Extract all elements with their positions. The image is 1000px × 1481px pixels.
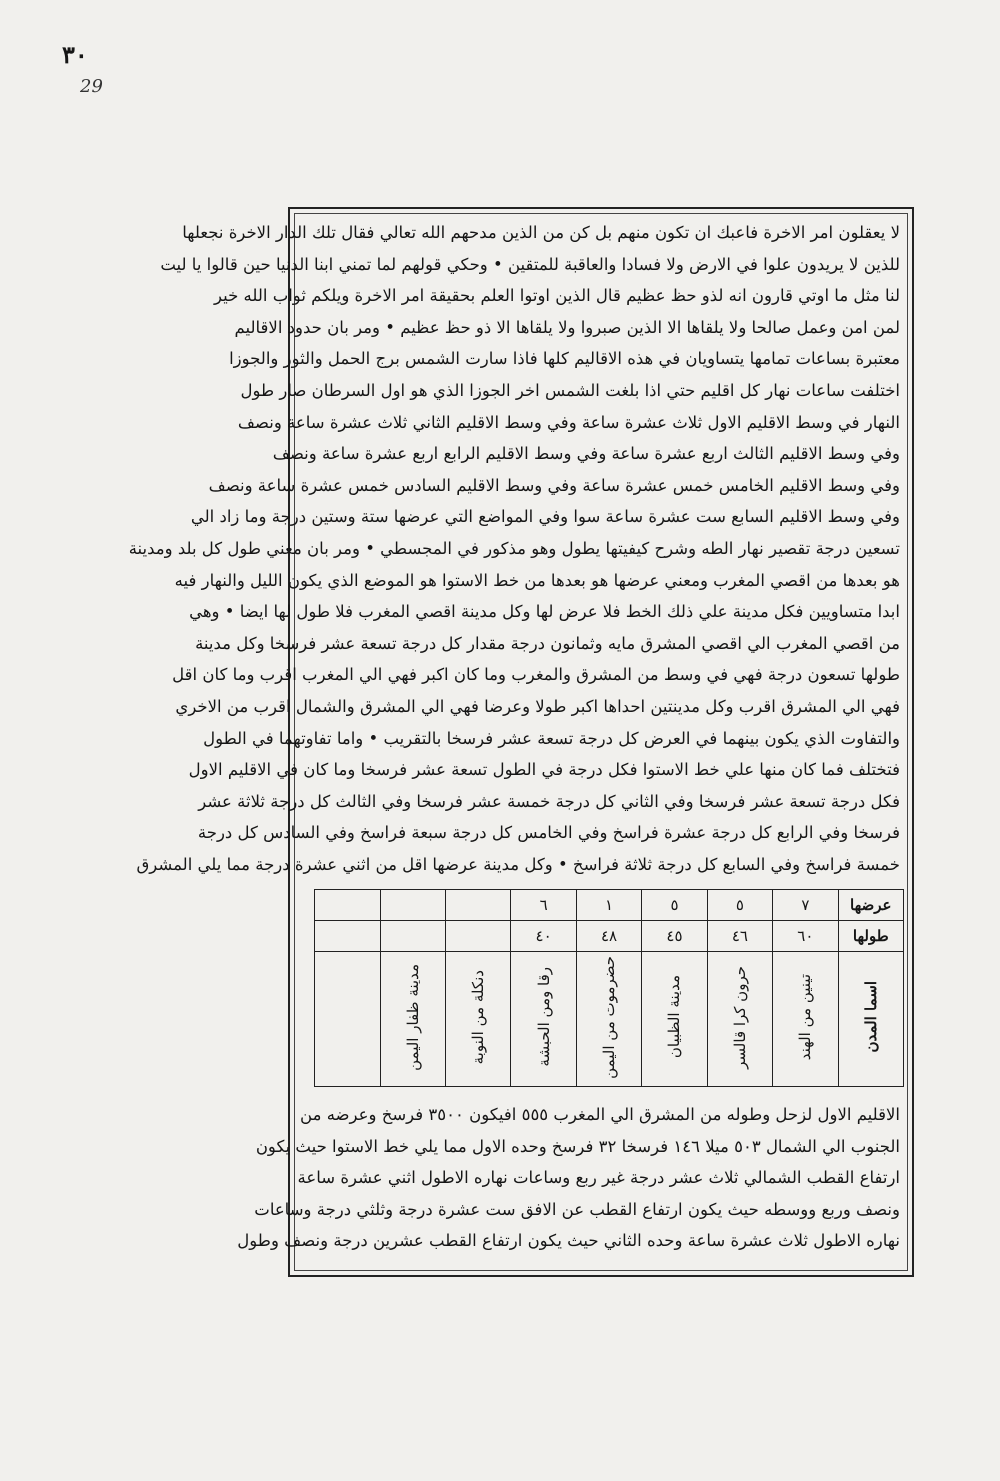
text-line: وفي وسط الاقليم السابع ست عشرة ساعة سوا وفي المواضع التي عرضها ستة وستين درجة وما زاد الي	[190, 507, 900, 527]
city-cell	[380, 952, 445, 1087]
table-cell: ٦	[511, 890, 576, 921]
text-line: وفي وسط الاقليم الخامس خمس عشرة ساعة وفي وسط الاقليم السادس خمس عشرة ساعة ونصف	[208, 475, 900, 495]
folio-number: 29	[80, 76, 103, 97]
table-cell	[445, 890, 510, 921]
page-number: ٣٠	[62, 40, 88, 69]
longitude-row	[315, 921, 904, 952]
text-line: خمسة فراسخ وفي السابع كل درجة ثلاثة فراسخ • وكل مدينة عرضها اقل من اثني عشرة درجة مما يلي المشرق	[136, 854, 900, 874]
table-cell: ٥	[642, 890, 707, 921]
city-name: حضرموت من اليمن	[600, 955, 619, 1079]
text-line: الاقليم الاول لزحل وطوله من المشرق الي المغرب ٥٥٥ افيكون ٣٥٠٠ فرسخ وعرضه من	[300, 1105, 900, 1124]
city-cell	[642, 952, 707, 1087]
table-cell	[445, 921, 510, 952]
text-line: النهار في وسط الاقليم الاول ثلاث عشرة ساعة وفي وسط الاقليم الثاني ثلاث عشرة ساعة ونصف	[237, 412, 900, 432]
row-label-city-names	[838, 952, 903, 1087]
text-line: فهي الي المشرق اقرب وكل مدينتين احداها اكبر طولا وعرضا فهي الي المشرق والشمال اقرب من الاخري	[175, 696, 900, 716]
text-line: والتفاوت الذي يكون بينهما في العرض كل درجة تسعة عشر فرسخا بالتقريب • واما تفاوتهما في الطول	[203, 728, 900, 748]
city-name: رقا ومن الحبشة	[534, 967, 553, 1067]
city-names-row	[315, 952, 904, 1087]
table-cell: ٤٨	[576, 921, 641, 952]
bottom-text	[237, 1099, 900, 1257]
cities-table-wrapper	[314, 889, 904, 1087]
city-name: دنكلة من النوبة	[469, 969, 488, 1065]
table-cell	[315, 890, 381, 921]
table-cell: ٤٠	[511, 921, 576, 952]
city-name: مدينة الظبيان	[665, 975, 684, 1059]
text-line: ارتفاع القطب الشمالي ثلاث عشر درجة غير ربع وساعات نهاره الاطول اثني عشرة ساعة	[297, 1168, 900, 1188]
text-line: من اقصي المغرب الي اقصي المشرق مايه وثمانون درجة مقدار كل درجة تسعة عشر فرسخا وكل مدينة	[195, 633, 900, 653]
table-cell: ٧	[773, 890, 838, 921]
city-cell	[511, 952, 576, 1087]
text-line: لمن امن وعمل صالحا ولا يلقاها الا الذين صبروا ولا يلقاها الا ذو حظ عظيم • ومر بان حدود الاقاليم	[234, 317, 900, 337]
city-name: حرون كرا قالسر	[730, 965, 749, 1069]
text-line: وفي وسط الاقليم الثالث اربع عشرة ساعة وفي وسط الاقليم الرابع اربع عشرة ساعة ونصف	[272, 444, 900, 464]
table-cell	[380, 890, 445, 921]
text-line: تسعين درجة تقصير نهار الطه وشرح كيفيتها يطول وهو مذكور في المجسطي • ومر بان معني طول كل بلد ومدينة	[128, 538, 900, 558]
row-label-latitude: عرضها	[838, 890, 903, 921]
city-cell	[773, 952, 838, 1087]
text-line: لا يعقلون امر الاخرة فاعبك ان تكون منهم بل كن من الذين مدحهم الله تعالي فقال تلك الدار الاخرة نجعلها	[182, 223, 900, 242]
main-text	[128, 217, 900, 880]
text-line: فكل درجة تسعة عشر فرسخا وفي الثاني كل درجة خمسة عشر فرسخا وفي الثالث كل درجة ثلاثة عشر	[198, 791, 900, 811]
table-cell: ٤٦	[707, 921, 772, 952]
city-name: مدينة ظفار اليمن	[403, 963, 422, 1071]
text-line: الجنوب الي الشمال ٥٠٣ ميلا ١٤٦ فرسخا ٣٢ فرسخ وحده الاول مما يلي خط الاستوا حيث يكون	[255, 1136, 900, 1156]
row-label-longitude: طولها	[838, 921, 903, 952]
vertical-label: اسما المدن	[861, 981, 880, 1053]
city-cell	[315, 952, 381, 1087]
table-cell: ٤٥	[642, 921, 707, 952]
city-name: تينين من الهند	[796, 973, 815, 1061]
text-line: اختلفت ساعات نهار كل اقليم حتي اذا بلغت الشمس اخر الجوزا الذي هو اول السرطان صار طول	[240, 380, 900, 400]
table-cell	[315, 921, 381, 952]
city-cell	[707, 952, 772, 1087]
text-line: ابدا متساويين فكل مدينة علي ذلك الخط فلا عرض لها وكل مدينة اقصي المغرب فلا طول لها ايضا • وهي	[189, 602, 900, 622]
table-cell: ٦٠	[773, 921, 838, 952]
text-line: طولها تسعون درجة فهي في وسط من المشرق والمغرب وما كان اكبر فهي الي المغرب اقرب وما كان اقل	[172, 665, 900, 685]
table-cell	[380, 921, 445, 952]
text-frame	[128, 207, 914, 1277]
text-line: ونصف وربع ووسطه حيث يكون ارتفاع القطب عن الافق ست عشرة درجة وثلثي درجة وساعات	[254, 1199, 900, 1219]
cities-table	[314, 889, 904, 1087]
table-cell: ٥	[707, 890, 772, 921]
text-line: هو بعدها من اقصي المغرب ومعني عرضها هو بعدها من خط الاستوا هو الموضع الذي يكون الليل والنهار فيه	[174, 570, 900, 590]
text-line: لنا مثل ما اوتي قارون انه لذو حظ عظيم قال الذين اوتوا العلم بحقيقة امر الاخرة ويلكم ثواب الله خير	[214, 286, 900, 306]
text-line: للذين لا يريدون علوا في الارض ولا فسادا والعاقبة للمتقين • وحكي قولهم لما تمني ابنا الدنيا حين قالوا يا ليت	[160, 254, 900, 274]
text-line: فرسخا وفي الرابع كل درجة عشرة فراسخ وفي الخامس كل درجة سبعة فراسخ وفي السادس كل درجة	[197, 823, 900, 843]
text-line: نهاره الاطول ثلاث عشرة ساعة وحده الثاني حيث يكون ارتفاع القطب عشرين درجة ونصف وطول	[237, 1231, 900, 1251]
latitude-row	[315, 890, 904, 921]
city-cell	[445, 952, 510, 1087]
text-line: فتختلف فما كان منها علي خط الاستوا فكل درجة في الطول تسعة عشر فرسخا وما كان في الاقليم الاول	[188, 760, 900, 780]
text-line: معتبرة بساعات تمامها يتساويان في هذه الاقاليم كلها فاذا سارت الشمس برج الحمل والثور والجوزا	[229, 349, 900, 369]
city-cell	[576, 952, 641, 1087]
table-cell: ١	[576, 890, 641, 921]
